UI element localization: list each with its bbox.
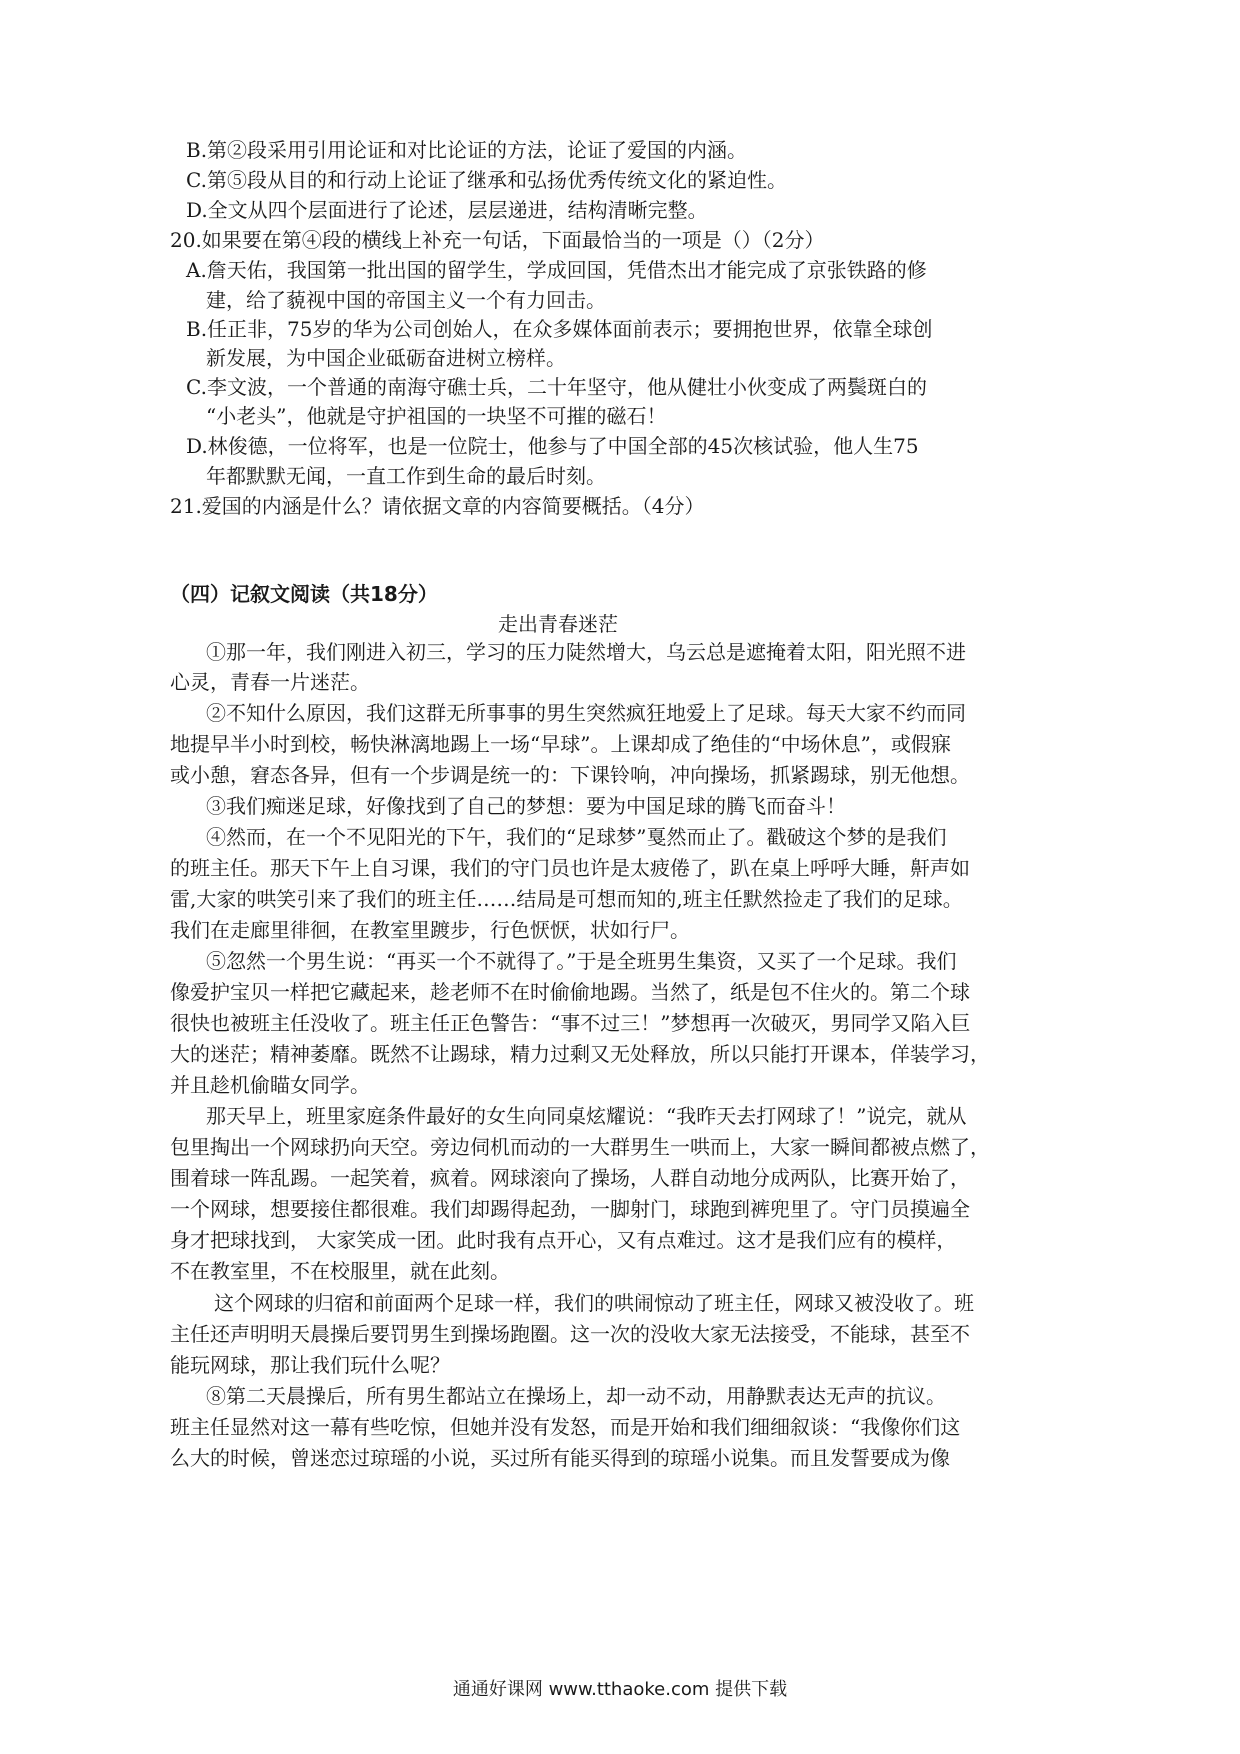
passage-line: ⑧第二天晨操后，所有男生都站立在操场上，却一动不动，用静默表达无声的抗议。 <box>206 1384 946 1408</box>
q20-option-c: C.李文波，一个普通的南海守礁士兵，二十年坚守，他从健壮小伙变成了两鬓斑白的 <box>186 375 927 399</box>
option-d: D.全文从四个层面进行了论述，层层递进，结构清晰完整。 <box>186 198 708 222</box>
option-b: B.第②段采用引用论证和对比论证的方法，论证了爱国的内涵。 <box>186 138 748 162</box>
option-c: C.第⑤段从目的和行动上论证了继承和弘扬优秀传统文化的紧迫性。 <box>186 168 787 192</box>
passage-line: 这个网球的归宿和前面两个足球一样，我们的哄闹惊动了班主任，网球又被没收了。班 <box>214 1291 974 1315</box>
q20-option-a: A.詹天佑，我国第一批出国的留学生，学成回国，凭借杰出才能完成了京张铁路的修 <box>186 258 927 282</box>
passage-line: 主任还声明明天晨操后要罚男生到操场跑圈。这一次的没收大家无法接受，不能球，甚至不 <box>170 1322 970 1346</box>
section-heading: （四）记叙文阅读（共18分） <box>170 582 438 606</box>
passage-line: 大的迷茫；精神萎靡。既然不让踢球，精力过剩又无处释放，所以只能打开课本，佯装学习， <box>170 1042 990 1066</box>
q20-option-b: B.任正非，75岁的华为公司创始人，在众多媒体面前表示；要拥抱世界，依靠全球创 <box>186 317 933 341</box>
passage-line: 班主任显然对这一幕有些吃惊，但她并没有发怒，而是开始和我们细细叙谈：“我像你们这 <box>170 1415 961 1439</box>
question-20-stem: 20.如果要在第④段的横线上补充一句话，下面最恰当的一项是（）（2分） <box>170 228 825 252</box>
passage-line: ④然而，在一个不见阳光的下午，我们的“足球梦”戛然而止了。戳破这个梦的是我们 <box>206 825 947 849</box>
passage-line: 包里掏出一个网球扔向天空。旁边伺机而动的一大群男生一哄而上，大家一瞬间都被点燃了， <box>170 1135 990 1159</box>
passage-line: 地提早半小时到校，畅快淋漓地踢上一场“早球”。上课却成了绝佳的“中场休息”，或假寐 <box>170 732 951 756</box>
passage-line: ⑤忽然一个男生说：“再买一个不就得了。”于是全班男生集资，又买了一个足球。我们 <box>206 949 957 973</box>
passage-line: 或小憩，窘态各异，但有一个步调是统一的：下课铃响，冲向操场，抓紧踢球，别无他想。 <box>170 763 970 787</box>
passage-line: 能玩网球，那让我们玩什么呢？ <box>170 1353 450 1377</box>
passage-title: 走出青春迷茫 <box>498 612 618 636</box>
passage-line: 并且趁机偷瞄女同学。 <box>170 1073 370 1097</box>
passage-line: 围着球一阵乱踢。一起笑着，疯着。网球滚向了操场，人群自动地分成两队，比赛开始了， <box>170 1166 970 1190</box>
passage-line: 身才把球找到， 大家笑成一团。此时我有点开心，又有点难过。这才是我们应有的模样， <box>170 1228 957 1252</box>
passage-line: ①那一年，我们刚进入初三，学习的压力陡然增大，乌云总是遮掩着太阳，阳光照不进 <box>206 640 966 664</box>
passage-line: 么大的时候，曾迷恋过琼瑶的小说，买过所有能买得到的琼瑶小说集。而且发誓要成为像 <box>170 1446 950 1470</box>
passage-line: 那天早上，班里家庭条件最好的女生向同桌炫耀说：“我昨天去打网球了！”说完，就从 <box>206 1104 967 1128</box>
passage-line: 心灵，青春一片迷茫。 <box>170 670 370 694</box>
q20-option-d: D.林俊德，一位将军，也是一位院士，他参与了中国全部的45次核试验，他人生75 <box>186 434 919 458</box>
passage-line: 像爱护宝贝一样把它藏起来，趁老师不在时偷偷地踢。当然了，纸是包不住火的。第二个球 <box>170 980 970 1004</box>
passage-line: 一个网球，想要接住都很难。我们却踢得起劲，一脚射门，球跑到裤兜里了。守门员摸遍全 <box>170 1197 970 1221</box>
passage-line: ③我们痴迷足球，好像找到了自己的梦想：要为中国足球的腾飞而奋斗！ <box>206 794 846 818</box>
passage-line: 雷,大家的哄笑引来了我们的班主任……结局是可想而知的,班主任默然捡走了我们的足球。 <box>170 887 963 911</box>
q20-option-b-cont: 新发展，为中国企业砥砺奋进树立榜样。 <box>206 346 566 370</box>
footer-credit: 通通好课网 www.tthaoke.com 提供下载 <box>452 1679 788 1700</box>
q20-option-a-cont: 建，给了藐视中国的帝国主义一个有力回击。 <box>206 288 606 312</box>
passage-line: 我们在走廊里徘徊，在教室里踱步，行色恹恹，状如行尸。 <box>170 918 690 942</box>
q20-option-d-cont: 年都默默无闻，一直工作到生命的最后时刻。 <box>206 464 606 488</box>
passage-line: 不在教室里，不在校服里，就在此刻。 <box>170 1259 510 1283</box>
passage-line: 很快也被班主任没收了。班主任正色警告：“事不过三！”梦想再一次破灭，男同学又陷入巨 <box>170 1011 971 1035</box>
passage-line: 的班主任。那天下午上自习课，我们的守门员也许是太疲倦了，趴在桌上呼呼大睡，鼾声如 <box>170 856 970 880</box>
passage-line: ②不知什么原因，我们这群无所事事的男生突然疯狂地爱上了足球。每天大家不约而同 <box>206 701 966 725</box>
question-21: 21.爱国的内涵是什么？请依据文章的内容简要概括。（4分） <box>170 494 705 518</box>
q20-option-c-cont: “小老头”，他就是守护祖国的一块坚不可摧的磁石！ <box>206 404 667 428</box>
